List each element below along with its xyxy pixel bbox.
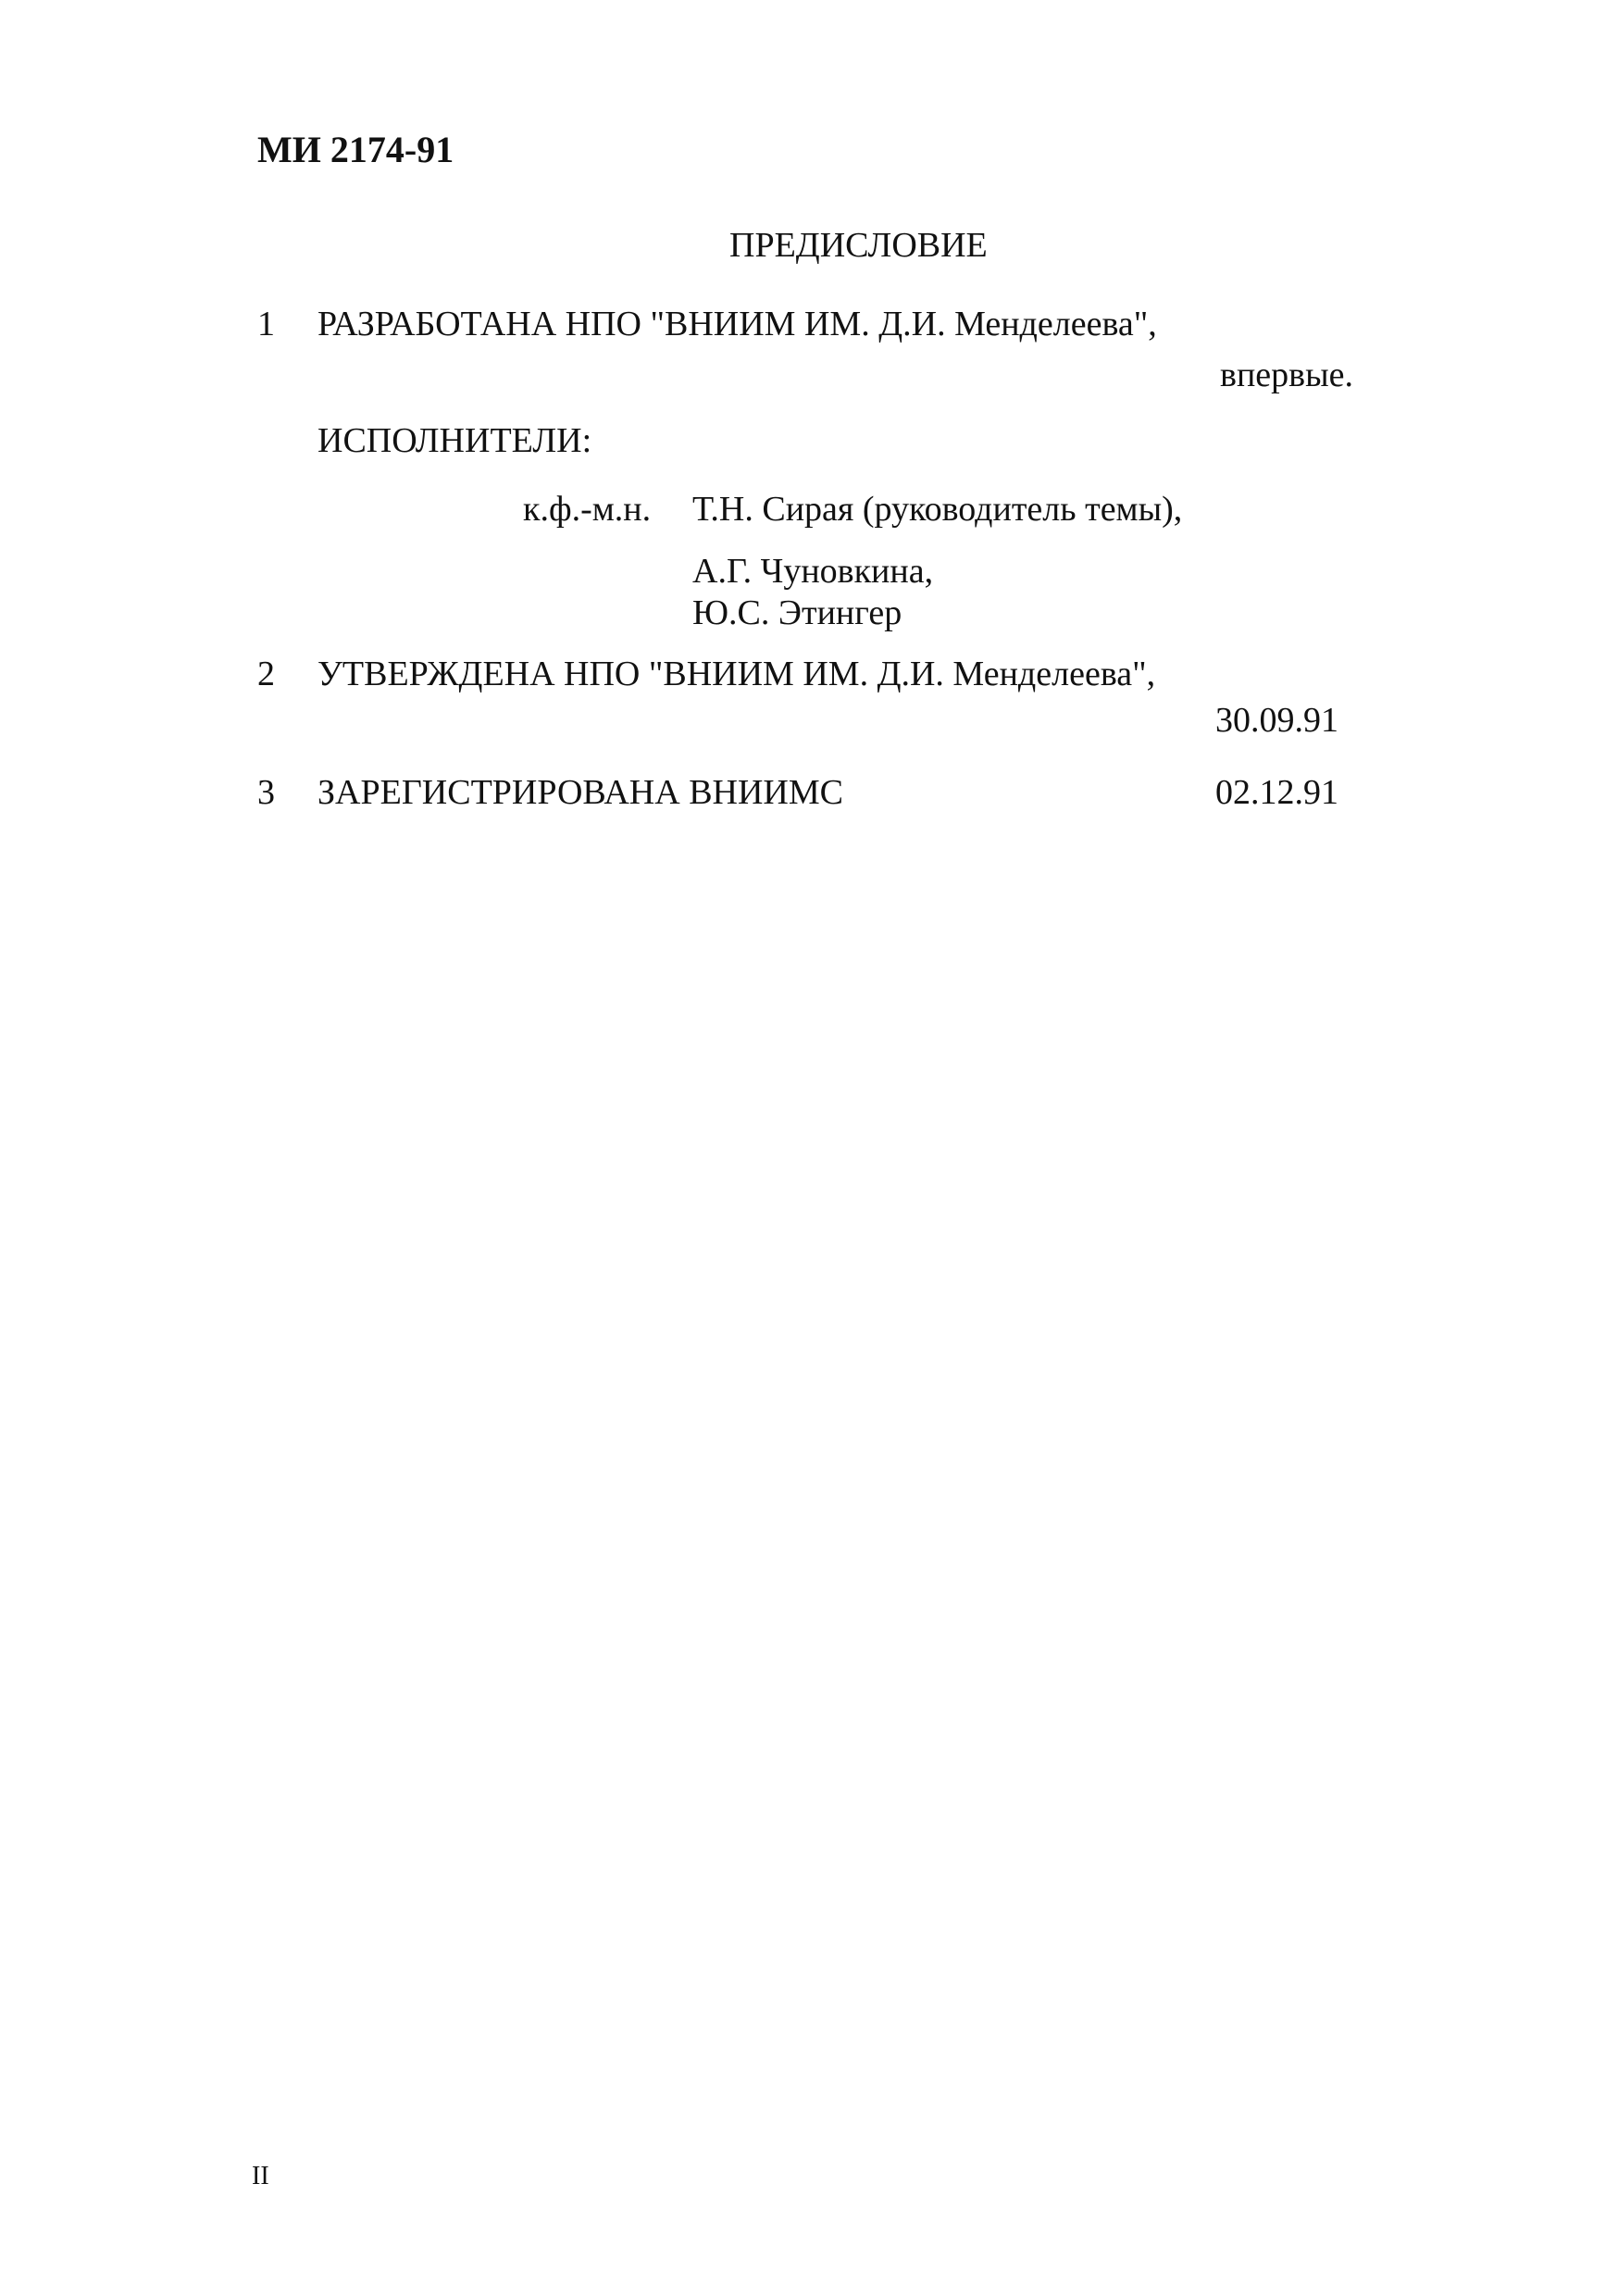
performers-label: ИСПОЛНИТЕЛИ: <box>317 421 592 460</box>
item-2-date: 30.09.91 <box>1215 701 1338 740</box>
performer-1: Т.Н. Сирая (руководитель темы), <box>692 490 1183 529</box>
item-3-text: ЗАРЕГИСТРИРОВАНА ВНИИМС <box>317 773 843 812</box>
performer-3: Ю.С. Этингер <box>692 593 902 632</box>
item-1-continuation: впервые. <box>1220 356 1353 394</box>
item-1-text: РАЗРАБОТАНА НПО "ВНИИМ ИМ. Д.И. Менделеева", <box>317 305 1157 343</box>
document-code: МИ 2174-91 <box>257 129 454 170</box>
page-number: II <box>252 2162 269 2190</box>
section-title: ПРЕДИСЛОВИЕ <box>729 226 988 265</box>
item-1-number: 1 <box>257 305 275 343</box>
item-3-number: 3 <box>257 773 275 812</box>
item-2-text: УТВЕРЖДЕНА НПО "ВНИИМ ИМ. Д.И. Менделеева", <box>317 655 1156 693</box>
performer-2: А.Г. Чуновкина, <box>692 552 934 591</box>
performers-degree: к.ф.-м.н. <box>523 490 652 529</box>
item-2-number: 2 <box>257 655 275 693</box>
item-3-date: 02.12.91 <box>1215 773 1338 812</box>
